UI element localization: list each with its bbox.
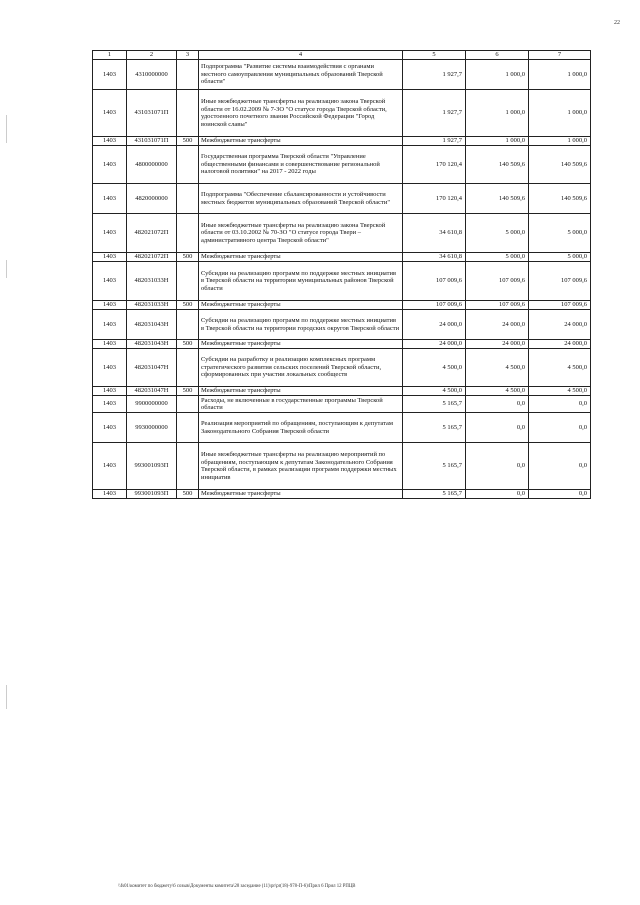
table-header-row	[93, 51, 591, 60]
expense-type-cell: 500	[177, 301, 199, 310]
amount-2020-cell: 4 500,0	[403, 349, 466, 387]
scan-mark	[6, 260, 7, 278]
expense-type-cell	[177, 60, 199, 90]
amount-2022-cell: 5 000,0	[529, 253, 591, 262]
target-code-cell: 431031071П	[127, 137, 177, 146]
column-header: 1	[93, 51, 127, 60]
expense-type-cell: 500	[177, 387, 199, 396]
amount-2020-cell: 5 165,7	[403, 443, 466, 490]
amount-2022-cell: 24 000,0	[529, 340, 591, 349]
item-name-cell: Межбюджетные трансферты	[199, 387, 403, 396]
amount-2021-cell: 5 000,0	[466, 214, 529, 253]
amount-2020-cell: 24 000,0	[403, 310, 466, 340]
target-code-cell: 9930000000	[127, 413, 177, 443]
amount-2022-cell: 0,0	[529, 413, 591, 443]
amount-2022-cell: 107 009,6	[529, 301, 591, 310]
amount-2022-cell: 4 500,0	[529, 387, 591, 396]
amount-2021-cell: 5 000,0	[466, 253, 529, 262]
target-code-cell: 482031033Н	[127, 262, 177, 301]
item-name-cell: Субсидии на реализацию программ по поддержке местных инициатив в Тверской области на территории городских округов Тверской области	[199, 310, 403, 340]
amount-2021-cell: 0,0	[466, 413, 529, 443]
amount-2022-cell: 0,0	[529, 490, 591, 499]
amount-2021-cell: 140 509,6	[466, 146, 529, 184]
item-name-cell: Межбюджетные трансферты	[199, 137, 403, 146]
target-code-cell: 431031071П	[127, 90, 177, 137]
item-name-cell: Иные межбюджетные трансферты на реализацию мероприятий по обращениям, поступающим к депутатам Законодательного Собрания Тверской области, в рамках реализации программ поддержки местных инициатив	[199, 443, 403, 490]
target-code-cell: 993001093П	[127, 443, 177, 490]
amount-2022-cell: 1 000,0	[529, 90, 591, 137]
item-name-cell: Субсидии на реализацию программ по поддержке местных инициатив в Тверской области на территории муниципальных районов Тверской области	[199, 262, 403, 301]
scan-mark	[6, 115, 7, 143]
amount-2021-cell: 4 500,0	[466, 387, 529, 396]
table-row	[93, 413, 591, 443]
amount-2021-cell: 1 000,0	[466, 60, 529, 90]
section-code-cell: 1403	[93, 301, 127, 310]
section-code-cell: 1403	[93, 396, 127, 413]
target-code-cell: 482031047Н	[127, 349, 177, 387]
target-code-cell: 9900000000	[127, 396, 177, 413]
expense-type-cell	[177, 146, 199, 184]
amount-2020-cell: 4 500,0	[403, 387, 466, 396]
column-header: 2	[127, 51, 177, 60]
amount-2022-cell: 1 000,0	[529, 60, 591, 90]
expense-type-cell	[177, 184, 199, 214]
table-row	[93, 301, 591, 310]
amount-2021-cell: 24 000,0	[466, 310, 529, 340]
amount-2022-cell: 0,0	[529, 443, 591, 490]
table-row	[93, 387, 591, 396]
target-code-cell: 482031047Н	[127, 387, 177, 396]
amount-2020-cell: 5 165,7	[403, 413, 466, 443]
table-row	[93, 214, 591, 253]
section-code-cell: 1403	[93, 349, 127, 387]
item-name-cell: Межбюджетные трансферты	[199, 340, 403, 349]
column-header: 6	[466, 51, 529, 60]
item-name-cell: Иные межбюджетные трансферты на реализацию закона Тверской области от 16.02.2009 № 7-ЗО "О статусе города Тверской области, удостоенного почетного звания Российской Федерации "Город воинской славы"	[199, 90, 403, 137]
amount-2020-cell: 107 009,6	[403, 262, 466, 301]
expense-type-cell	[177, 396, 199, 413]
amount-2022-cell: 107 009,6	[529, 262, 591, 301]
section-code-cell: 1403	[93, 253, 127, 262]
section-code-cell: 1403	[93, 443, 127, 490]
amount-2021-cell: 1 000,0	[466, 137, 529, 146]
expense-type-cell	[177, 262, 199, 301]
table-row	[93, 253, 591, 262]
target-code-cell: 993001093П	[127, 490, 177, 499]
target-code-cell: 4820000000	[127, 184, 177, 214]
target-code-cell: 4310000000	[127, 60, 177, 90]
item-name-cell: Подпрограмма "Обеспечение сбалансированности и устойчивости местных бюджетов муниципальных образований Тверской области"	[199, 184, 403, 214]
amount-2022-cell: 0,0	[529, 396, 591, 413]
amount-2022-cell: 140 509,6	[529, 146, 591, 184]
table-row	[93, 349, 591, 387]
expense-type-cell: 500	[177, 490, 199, 499]
column-header: 5	[403, 51, 466, 60]
expense-type-cell	[177, 310, 199, 340]
target-code-cell: 482031043Н	[127, 310, 177, 340]
table-row	[93, 146, 591, 184]
item-name-cell: Расходы, не включенные в государственные программы Тверской области	[199, 396, 403, 413]
table-row	[93, 137, 591, 146]
amount-2020-cell: 5 165,7	[403, 396, 466, 413]
table-row	[93, 340, 591, 349]
amount-2020-cell: 5 165,7	[403, 490, 466, 499]
expense-type-cell	[177, 90, 199, 137]
amount-2020-cell: 170 120,4	[403, 184, 466, 214]
section-code-cell: 1403	[93, 310, 127, 340]
amount-2022-cell: 24 000,0	[529, 310, 591, 340]
item-name-cell: Межбюджетные трансферты	[199, 253, 403, 262]
page-number: 22	[614, 20, 620, 26]
section-code-cell: 1403	[93, 262, 127, 301]
table-row	[93, 90, 591, 137]
expense-type-cell	[177, 214, 199, 253]
item-name-cell: Подпрограмма "Развитие системы взаимодействия с органами местного самоуправления муниципальных образований Тверской области"	[199, 60, 403, 90]
amount-2021-cell: 1 000,0	[466, 90, 529, 137]
item-name-cell: Межбюджетные трансферты	[199, 301, 403, 310]
target-code-cell: 482021072П	[127, 214, 177, 253]
section-code-cell: 1403	[93, 146, 127, 184]
section-code-cell: 1403	[93, 90, 127, 137]
amount-2022-cell: 4 500,0	[529, 349, 591, 387]
amount-2020-cell: 24 000,0	[403, 340, 466, 349]
target-code-cell: 4800000000	[127, 146, 177, 184]
column-header: 3	[177, 51, 199, 60]
expense-type-cell: 500	[177, 253, 199, 262]
table-row	[93, 262, 591, 301]
amount-2020-cell: 107 009,6	[403, 301, 466, 310]
expense-type-cell: 500	[177, 137, 199, 146]
amount-2021-cell: 140 509,6	[466, 184, 529, 214]
amount-2021-cell: 4 500,0	[466, 349, 529, 387]
budget-table	[92, 50, 591, 499]
table-row	[93, 60, 591, 90]
target-code-cell: 482031043Н	[127, 340, 177, 349]
file-path-footer: \\fs01\комитет по бюджету\6 созыв\Документы комитета\28 заседание (11)\pr\pr(18)-978-П-6)\Прил 6 Прил 12 РПЦВ	[118, 884, 356, 889]
amount-2020-cell: 34 610,8	[403, 253, 466, 262]
expense-type-cell	[177, 413, 199, 443]
section-code-cell: 1403	[93, 387, 127, 396]
item-name-cell: Государственная программа Тверской области "Управление общественными финансами и совершенствование региональной налоговой политики" на 2017 - 2022 годы	[199, 146, 403, 184]
section-code-cell: 1403	[93, 413, 127, 443]
expense-type-cell	[177, 349, 199, 387]
expense-type-cell: 500	[177, 340, 199, 349]
amount-2021-cell: 24 000,0	[466, 340, 529, 349]
expense-type-cell	[177, 443, 199, 490]
amount-2020-cell: 170 120,4	[403, 146, 466, 184]
column-header: 7	[529, 51, 591, 60]
amount-2020-cell: 1 927,7	[403, 90, 466, 137]
amount-2021-cell: 107 009,6	[466, 301, 529, 310]
section-code-cell: 1403	[93, 60, 127, 90]
item-name-cell: Межбюджетные трансферты	[199, 490, 403, 499]
amount-2020-cell: 34 610,8	[403, 214, 466, 253]
amount-2020-cell: 1 927,7	[403, 60, 466, 90]
section-code-cell: 1403	[93, 340, 127, 349]
amount-2021-cell: 0,0	[466, 443, 529, 490]
section-code-cell: 1403	[93, 184, 127, 214]
amount-2022-cell: 140 509,6	[529, 184, 591, 214]
amount-2021-cell: 107 009,6	[466, 262, 529, 301]
column-header: 4	[199, 51, 403, 60]
section-code-cell: 1403	[93, 137, 127, 146]
table-row	[93, 396, 591, 413]
amount-2021-cell: 0,0	[466, 490, 529, 499]
item-name-cell: Иные межбюджетные трансферты на реализацию закона Тверской области от 03.10.2002 № 70-ЗО "О статусе города Твери – административного центра Тверской области"	[199, 214, 403, 253]
section-code-cell: 1403	[93, 214, 127, 253]
table-row	[93, 310, 591, 340]
amount-2022-cell: 1 000,0	[529, 137, 591, 146]
target-code-cell: 482021072П	[127, 253, 177, 262]
section-code-cell: 1403	[93, 490, 127, 499]
table-row	[93, 184, 591, 214]
target-code-cell: 482031033Н	[127, 301, 177, 310]
amount-2022-cell: 5 000,0	[529, 214, 591, 253]
item-name-cell: Субсидии на разработку и реализацию комплексных программ стратегического развития сельских поселений Тверской области, сформированных при участии локальных сообществ	[199, 349, 403, 387]
amount-2021-cell: 0,0	[466, 396, 529, 413]
table-row	[93, 443, 591, 490]
table-row	[93, 490, 591, 499]
scan-mark	[6, 685, 7, 709]
item-name-cell: Реализация мероприятий по обращениям, поступающим к депутатам Законодательного Собрания Тверской области	[199, 413, 403, 443]
amount-2020-cell: 1 927,7	[403, 137, 466, 146]
